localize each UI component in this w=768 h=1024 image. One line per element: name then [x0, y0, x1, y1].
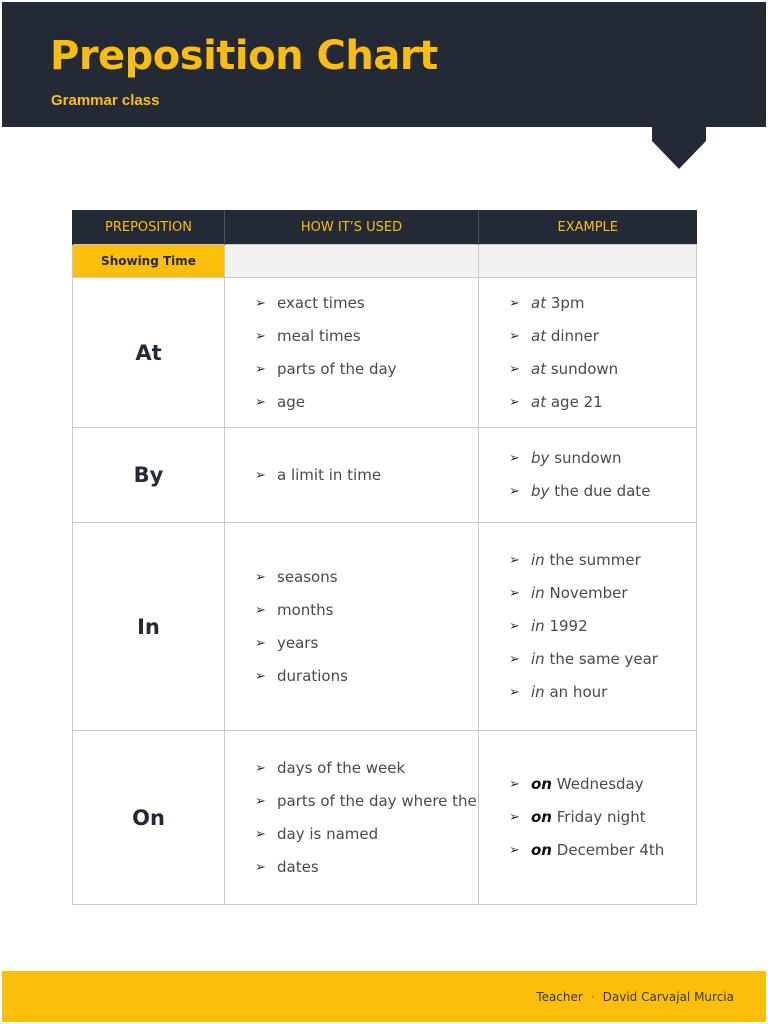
table-row: [73, 731, 697, 905]
example-text: age 21: [550, 392, 603, 411]
example-text: 3pm: [550, 293, 585, 312]
preposition-cell: On: [73, 731, 225, 905]
example-item: [509, 353, 696, 386]
table-row: [73, 428, 697, 523]
preposition-cell: In: [73, 523, 225, 731]
example-item: [509, 544, 696, 577]
preposition-table: [72, 210, 697, 905]
usage-item: ➢ months: [255, 594, 478, 627]
example-text: the summer: [549, 551, 641, 569]
usage-item: ➢ days of the week: [255, 752, 478, 785]
usage-item: ➢ meal times: [255, 320, 478, 353]
example-keyword: at: [531, 359, 547, 378]
example-keyword: in: [531, 683, 545, 701]
example-item: [509, 801, 696, 834]
example-item: [509, 320, 696, 353]
page-title: Preposition Chart: [50, 33, 438, 79]
example-text: 1992: [549, 617, 588, 635]
example-cell: [479, 731, 697, 905]
example-text: December 4th: [556, 841, 665, 859]
example-text: sundown: [550, 359, 619, 378]
example-cell: [479, 278, 697, 428]
example-text: an hour: [549, 683, 608, 701]
example-text: Friday night: [556, 808, 646, 826]
category-empty-cell: [225, 245, 479, 278]
example-keyword: by: [531, 482, 550, 500]
example-cell: [479, 428, 697, 523]
usage-item: ➢ parts of the day where the: [255, 785, 478, 818]
preposition-cell: At: [73, 278, 225, 428]
example-keyword: on: [531, 808, 552, 826]
page-subtitle: Grammar class: [51, 92, 160, 109]
example-keyword: by: [531, 449, 550, 467]
example-item: [509, 475, 696, 508]
usage-cell: [225, 523, 479, 731]
example-text: the due date: [554, 482, 651, 500]
column-header-preposition: PREPOSITION: [73, 210, 225, 245]
table-row: [73, 278, 697, 428]
usage-item: ➢ seasons: [255, 561, 478, 594]
example-keyword: at: [531, 293, 547, 312]
example-keyword: on: [531, 841, 552, 859]
category-empty-cell: [479, 245, 697, 278]
table-row: [73, 523, 697, 731]
preposition-cell: By: [73, 428, 225, 523]
example-keyword: at: [531, 392, 547, 411]
header-banner: [2, 2, 766, 127]
example-item: [509, 643, 696, 676]
column-header-how-its-used: HOW IT’S USED: [225, 210, 479, 245]
header-tab-pointer: [652, 127, 706, 169]
example-item: [509, 768, 696, 801]
example-text: November: [549, 584, 628, 602]
usage-item: ➢ parts of the day: [255, 353, 478, 386]
usage-cell: [225, 731, 479, 905]
example-item: [509, 442, 696, 475]
example-text: the same year: [549, 650, 658, 668]
usage-cell: [225, 428, 479, 523]
example-text: dinner: [550, 326, 599, 345]
example-keyword: in: [531, 551, 545, 569]
category-label: Showing Time: [73, 245, 225, 278]
table-header-row: [73, 210, 697, 245]
example-item: [509, 676, 696, 709]
usage-item: ➢ day is named: [255, 818, 478, 851]
example-item: [509, 610, 696, 643]
usage-item: ➢ years: [255, 627, 478, 660]
footer-separator: ·: [590, 990, 595, 1004]
usage-item: ➢ exact times: [255, 287, 478, 320]
example-item: [509, 386, 696, 419]
example-keyword: in: [531, 617, 545, 635]
usage-item: ➢ dates: [255, 851, 478, 884]
example-item: [509, 834, 696, 867]
example-keyword: at: [531, 326, 547, 345]
example-cell: [479, 523, 697, 731]
usage-item: ➢ durations: [255, 660, 478, 693]
footer-role: Teacher: [536, 990, 583, 1004]
usage-item: ➢ a limit in time: [255, 459, 478, 492]
footer-bar: [2, 971, 766, 1022]
usage-cell: [225, 278, 479, 428]
category-row: [73, 245, 697, 278]
example-keyword: on: [531, 775, 552, 793]
example-keyword: in: [531, 584, 545, 602]
footer-teacher-name: David Carvajal Murcia: [602, 990, 734, 1004]
footer-credit: [536, 990, 734, 1004]
example-text: Wednesday: [556, 775, 644, 793]
example-keyword: in: [531, 650, 545, 668]
example-item: [509, 287, 696, 320]
example-text: sundown: [554, 449, 622, 467]
column-header-example: EXAMPLE: [479, 210, 697, 245]
usage-item: ➢ age: [255, 386, 478, 419]
example-item: [509, 577, 696, 610]
